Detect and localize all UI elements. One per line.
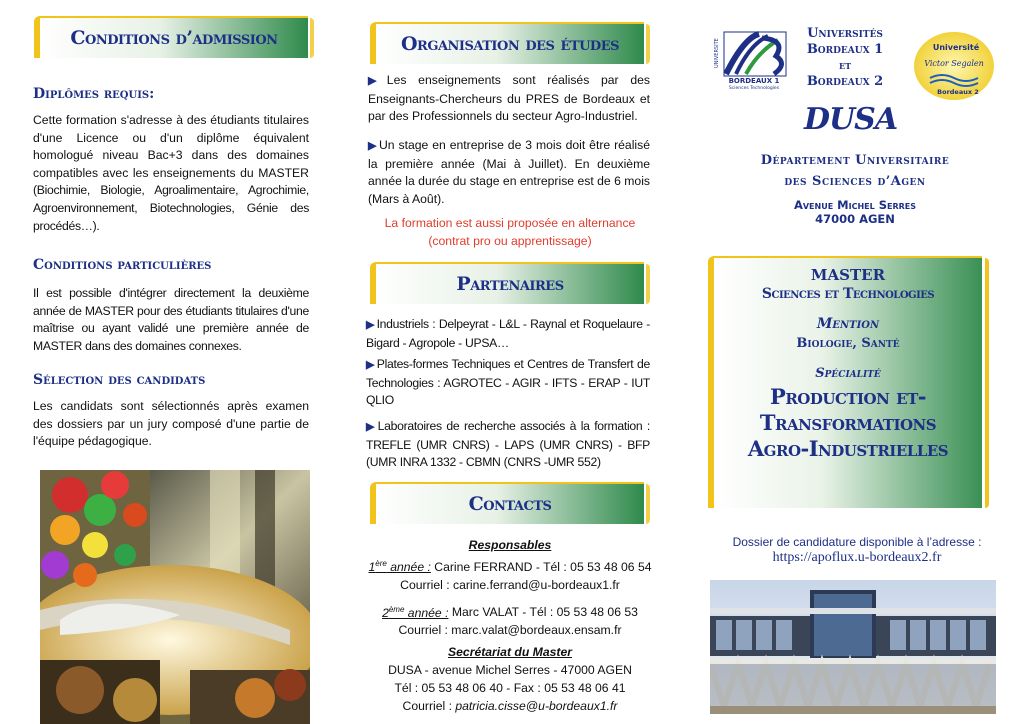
apoflux-link[interactable]: https://apoflux.u-bordeaux2.fr (772, 550, 942, 565)
building-illustration (710, 580, 996, 714)
org-item-text: Un stage en entreprise de 3 mois doit être réalisé la première année (Mai à Juillet). En deuxième année la durée du stage en entreprise est de 6 mois (Mars à Août). (368, 138, 650, 206)
banner-contacts: Contacts (370, 482, 644, 524)
org-item-stage (368, 137, 650, 208)
alternance-line-1: La formation est aussi proposée en alternance (384, 216, 636, 230)
responsable-2 (350, 600, 670, 622)
responsable-1 (350, 555, 670, 577)
specialite-value: Production et- Transformations Agro-Industrielles (747, 384, 949, 461)
secretariat-heading: Secrétariat du Master (448, 645, 572, 660)
partner-item-text: Industriels : Delpeyrat - L&L - Raynal et Roquelaure - Bigard - Agropole - UPSA… (366, 317, 650, 350)
svg-text:Bordeaux 2: Bordeaux 2 (937, 88, 979, 96)
text-conditions-particulieres: Il est possible d'intégrer directement la deuxième année de MASTER pour des étudiants titulaires d'une maîtrise ou ayant validé une première année de MASTER dans des domaines connexes. (33, 286, 309, 353)
universites-heading: Universités Bordeaux 1 et Bordeaux 2 (806, 26, 884, 89)
org-item-enseignements (368, 72, 650, 126)
partner-item-text: Plates-formes Techniques et Centres de Transfert de Technologies : AGROTEC - AGIR - IFTS - ERAP - IUT QLIO (366, 357, 650, 408)
text-diplomes-main: Cette formation s'adresse à des étudiants titulaires d'une Licence ou d'un diplôme équivalent homologué niveau Bac+3 dans des domaines compatibles avec les enseignements du MASTER (33, 113, 309, 180)
bordeaux2-logo (912, 30, 996, 102)
departement-name: Département Universitaire des Sciences d’Agen (760, 153, 950, 189)
responsables-heading: Responsables (468, 538, 552, 552)
panel-admission (0, 0, 340, 724)
mention-label: Mention (816, 316, 880, 332)
responsable-2-name: Marc VALAT - Tél : 05 53 48 06 53 (448, 605, 638, 620)
heading-diplomes-requis: Diplômes requis: (33, 86, 155, 102)
arrow-bullet-icon: ▶ (366, 359, 375, 371)
heading-selection-candidats: Sélection des candidats (33, 372, 206, 388)
arrow-bullet-icon: ▶ (368, 75, 385, 87)
banner-partenaires: Partenaires (370, 262, 644, 304)
heading-conditions-particulieres: Conditions particulières (33, 257, 212, 273)
text-diplomes (33, 112, 309, 235)
master-label: MASTER (810, 266, 886, 284)
contacts-block (350, 537, 670, 715)
responsable-1-name: Carine FERRAND - Tél : 05 53 48 06 54 (430, 559, 652, 574)
responsable-2-email[interactable]: Courriel : marc.valat@bordeaux.ensam.fr (398, 623, 622, 638)
arrow-bullet-icon: ▶ (368, 140, 377, 152)
food-lab-illustration (40, 470, 310, 724)
panel-cover (690, 0, 1024, 724)
secretariat-phone: Tél : 05 53 48 06 40 - Fax : 05 53 48 06 41 (394, 680, 626, 695)
bordeaux2-logo-icon (912, 30, 996, 102)
text-selection: Les candidats sont sélectionnés après examen des dossiers par un jury composé d'une partie de l'équipe pédagogique. (33, 399, 309, 449)
partner-item-plates-formes (366, 356, 650, 410)
bordeaux1-logo (714, 28, 794, 90)
dusa-logo: DUSA (804, 102, 898, 137)
org-item-text: Les enseignements sont réalisés par des Enseignants-Chercheurs du PRES de Bordeaux et par des Professionnels du secteur Agro-Industriel. (368, 73, 650, 124)
responsable-1-annee: 1ère année : (368, 558, 431, 574)
specialite-label: Spécialité (815, 366, 881, 381)
building-photo (710, 580, 996, 714)
alternance-line-2: (contrat pro ou apprentissage) (428, 234, 592, 248)
dossier-candidature-text: Dossier de candidature disponible à l’adresse : (732, 535, 982, 549)
svg-text:BORDEAUX 1: BORDEAUX 1 (728, 77, 780, 85)
text-diplomes-domains: (Biochimie, Biologie, Agroalimentaire, Agrochimie, Agroenvironnement, Biotechnologies, Génie des procédés…). (33, 183, 309, 233)
svg-text:Victor Segalen: Victor Segalen (924, 59, 984, 68)
responsable-2-annee: 2ème année : (382, 604, 449, 620)
banner-organisation-etudes: Organisation des études (370, 22, 644, 64)
responsable-1-email[interactable]: Courriel : carine.ferrand@u-bordeaux1.fr (400, 577, 620, 592)
secretariat-email[interactable]: Courriel : patricia.cisse@u-bordeaux1.fr (402, 698, 618, 713)
partner-item-text: Laboratoires de recherche associés à la formation : TREFLE (UMR CNRS) - LAPS (UMR CNRS) - BFP (UMR INRA 1332 - CBMN (CNRS -UMR 552) (366, 419, 650, 470)
svg-text:Université: Université (932, 43, 980, 52)
sciences-technologies: Sciences et Technologies (761, 286, 935, 302)
master-title-box (708, 256, 982, 508)
secretariat-address: DUSA - avenue Michel Serres - 47000 AGEN (388, 662, 632, 677)
partner-item-laboratoires (366, 418, 650, 472)
panel-organisation (350, 0, 670, 724)
svg-text:Sciences Technologies: Sciences Technologies (728, 86, 780, 90)
arrow-bullet-icon: ▶ (366, 319, 375, 331)
svg-text:UNIVERSITÉ: UNIVERSITÉ (714, 38, 720, 68)
arrow-bullet-icon: ▶ (366, 421, 376, 433)
bordeaux1-logo-icon (714, 28, 794, 90)
address: Avenue Michel Serres 47000 AGEN (793, 198, 917, 226)
mention-value: Biologie, Santé (796, 336, 900, 351)
food-lab-photo (40, 470, 310, 724)
partner-item-industriels (366, 316, 650, 352)
banner-conditions-admission: Conditions d’admission (34, 16, 308, 58)
